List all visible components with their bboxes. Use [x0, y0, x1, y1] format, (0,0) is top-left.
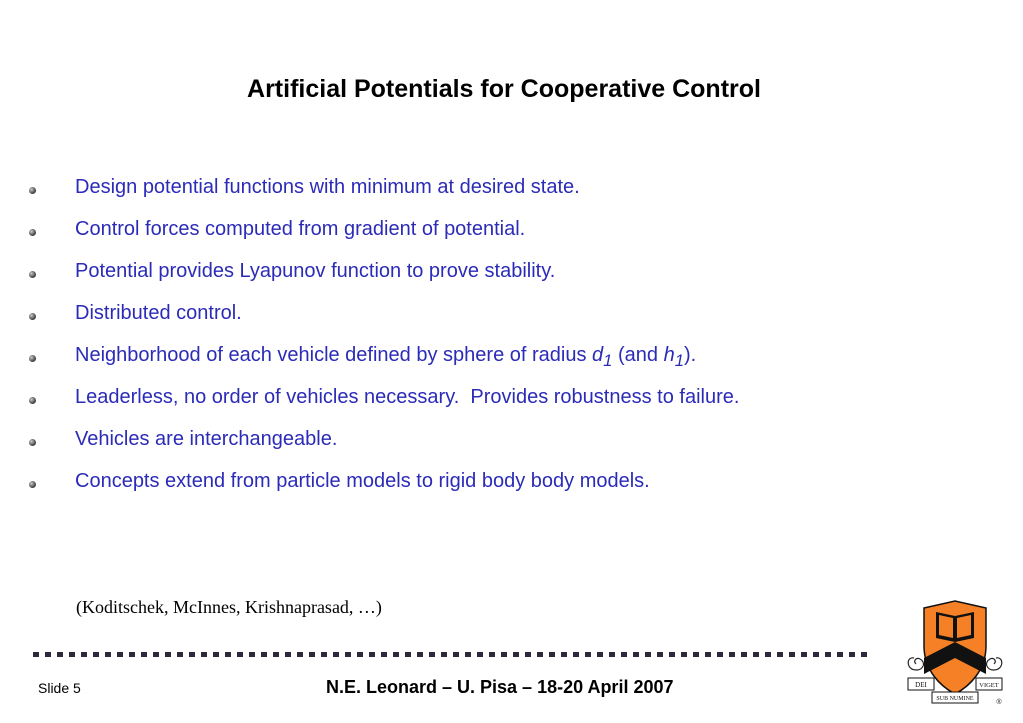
bullet-text: Potential provides Lyapunov function to prove stability.	[75, 260, 556, 282]
citation: (Koditschek, McInnes, Krishnaprasad, …)	[76, 597, 382, 617]
motto-left: DEI	[915, 681, 927, 689]
bullet-icon	[29, 229, 36, 236]
bullet-text: Control forces computed from gradient of potential.	[75, 218, 526, 240]
bullet-icon	[29, 187, 36, 194]
bullet-text: Vehicles are interchangeable.	[75, 428, 338, 450]
bullet-icon	[29, 439, 36, 446]
right-scroll-icon	[987, 658, 1002, 670]
bullet-item	[0, 212, 960, 254]
bullet-text-suffix: ).	[683, 344, 697, 366]
bullet-text: Distributed control.	[75, 302, 242, 324]
bullet-text: Design potential functions with minimum at desired state.	[75, 176, 580, 198]
left-scroll-icon	[908, 658, 923, 670]
subscript-1: 1	[603, 351, 613, 370]
bullet-item	[0, 254, 960, 296]
bullet-item	[0, 422, 960, 464]
footer-text: N.E. Leonard – U. Pisa – 18-20 April 2007	[326, 677, 674, 697]
slide-title: Artificial Potentials for Cooperative Control	[247, 75, 761, 103]
bullet-icon	[29, 355, 36, 362]
variable-d: d	[592, 344, 604, 366]
bullet-item	[0, 380, 960, 422]
princeton-shield-icon	[904, 598, 1006, 706]
motto-banner: SUB NUMINE	[936, 696, 974, 702]
bullet-text	[75, 344, 696, 371]
bullet-icon	[29, 271, 36, 278]
bullet-icon	[29, 397, 36, 404]
bullet-item	[0, 170, 960, 212]
bullet-icon	[29, 313, 36, 320]
bullet-item	[0, 338, 960, 380]
footer-divider	[33, 652, 873, 657]
bullet-text-prefix: Neighborhood of each vehicle defined by sphere of radius	[75, 344, 593, 366]
bullet-text: Leaderless, no order of vehicles necessary. Provides robustness to failure.	[75, 386, 740, 408]
bullet-icon	[29, 481, 36, 488]
subscript-1: 1	[674, 351, 684, 370]
bullet-item	[0, 296, 960, 338]
motto-right: VIGET	[979, 682, 999, 689]
variable-h: h	[663, 344, 675, 366]
registered-mark: ®	[996, 699, 1002, 706]
bullet-item	[0, 464, 960, 506]
bullet-text-middle: (and	[612, 344, 664, 366]
slide-number: Slide 5	[38, 680, 81, 696]
bullet-text: Concepts extend from particle models to rigid body body models.	[75, 470, 650, 492]
